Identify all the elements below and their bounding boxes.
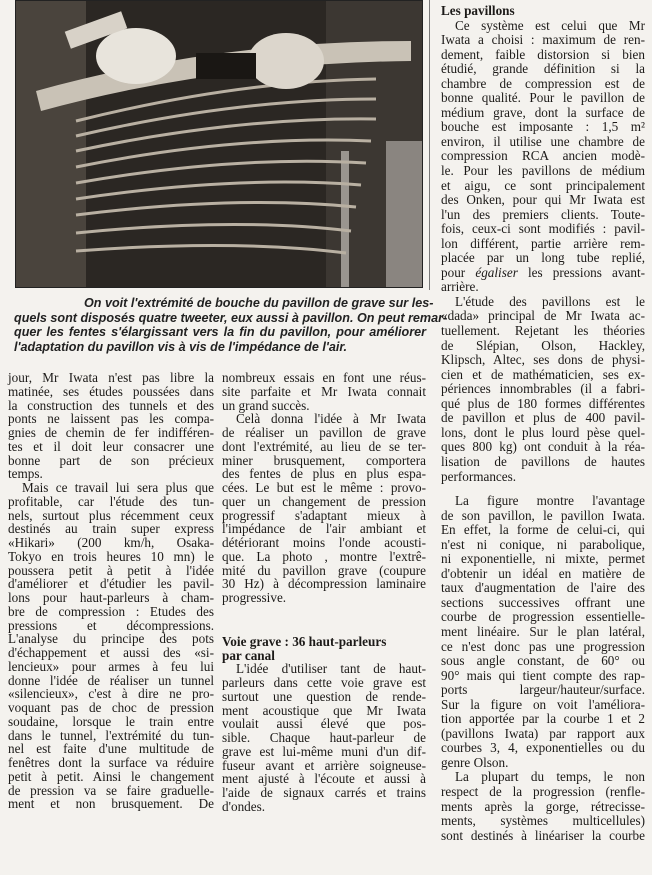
spacer: [222, 615, 426, 625]
text-line: jour, Mr Iwata n'est pas libre la: [8, 370, 214, 385]
text-line: un grand succès.: [222, 397, 310, 413]
text-line: cées. Le but est le même : provo-: [222, 480, 426, 495]
section-heading: [441, 4, 645, 19]
paragraph: [441, 19, 645, 295]
text-line: «dada» principal de Mr Iwata ac-: [441, 308, 645, 324]
text-line: «Hikari» (200 km/h, Osaka-: [8, 535, 214, 550]
text-line: lencieux» pour armes à feu lui: [8, 658, 214, 674]
text-line: courbe de progression essentielle-: [441, 609, 645, 625]
text-line: fois, ceux-ci sont modifiés : pavil-: [441, 221, 645, 237]
text-line: lon différent, partie arrière rem-: [441, 235, 645, 251]
text-line: lons pour haut-parleurs à cham-: [8, 590, 214, 605]
text-line: arrière.: [441, 279, 479, 295]
text-line: courbes 3, 4, exponentielles ou du: [441, 740, 645, 756]
article-column-2: [222, 371, 426, 814]
text-line: ment linéaire. Sur le plan latéral,: [441, 623, 645, 639]
text-line: En effet, la forme de celui-ci, qui: [441, 522, 645, 538]
text-line: dont l'extrémité, au lieu de se ter-: [222, 438, 426, 454]
text-line: environ, il utilise une chambre de: [441, 133, 645, 149]
text-line: des fentes de plus en plus espa-: [222, 466, 426, 482]
text-line: sections successives offrant une: [441, 594, 645, 610]
text-line: le. Pour les pavillons de médium: [441, 163, 645, 179]
text-line: taux d'augmentation de l'aire des: [441, 580, 645, 596]
text-line: par canal: [222, 647, 275, 663]
text-line: ment acoustique que Mr Iwata: [222, 702, 426, 718]
text-line: sous angle constant, de 60° ou: [441, 653, 645, 669]
text-line: d'échappement et aussi des «si-: [8, 645, 214, 660]
text-line: nombreux essais en font une réus-: [222, 370, 426, 385]
text-line: sont destinés à linéariser la courbe: [441, 827, 645, 843]
text-line: poussera petit à petit à l'idée: [8, 562, 214, 578]
text-line: l'un des premiers clients. Toute-: [441, 206, 645, 222]
text-line: qué plus de 180 formes différentes: [441, 395, 645, 411]
text-line: l'aide de signaux carrés et trains: [222, 785, 426, 800]
text-line: dement, faible distorsion si bien: [441, 46, 645, 62]
text-line: Tokyo en trois heures 10 mn) le: [8, 548, 214, 564]
text-line: compression RCA ancien modè-: [441, 148, 645, 164]
text-line: site parfaite et Mr Iwata connait: [222, 383, 426, 399]
text-line: de pavillon et plus de 400 pavil-: [441, 410, 645, 426]
text-line: surtout une question de rende-: [222, 688, 426, 704]
paragraph: [8, 481, 214, 811]
text-line: fuseur avant et arrière soigneuse-: [222, 757, 426, 773]
text-line: de Slépian, Olson, Hackley,: [441, 337, 645, 353]
text-line: que. La photo , montre l'extrê-: [222, 548, 426, 564]
text-line: ponts ne laissent pas les compa-: [8, 411, 214, 427]
text-line: d'améliorer et d'étudier les pavil-: [8, 576, 214, 592]
text-line: profitable, car l'étude des tun-: [8, 493, 214, 509]
text-line: mité du pavillon grave (coupure: [222, 562, 426, 578]
text-line: placée par un long tube replié,: [441, 250, 645, 266]
text-line: Klipsch, Altec, ses dons de physi-: [441, 352, 645, 368]
text-line: la construction des tunnels et des: [8, 397, 214, 413]
text-line: de pression va se faire graduelle-: [8, 782, 214, 798]
text-line: ques 800 kg) ont conduit à la réa-: [441, 439, 645, 455]
text-line: matinée, ses études poussées dans: [8, 383, 214, 399]
text-line: détériorant moins l'onde acousti-: [222, 535, 426, 550]
text-line: Mais ce travail lui sera plus que: [22, 480, 214, 495]
text-line: parleurs dans cette voie grave est: [222, 675, 426, 690]
text-line: voquant pas de choc de pression: [8, 700, 214, 715]
text-line: ports largeur/hauteur/surface.: [441, 682, 645, 698]
text-line: Les pavillons: [441, 3, 515, 18]
text-line: progressif s'adaptant mieux à: [222, 507, 426, 523]
text-line: 90° mais qui tient compte des rap-: [441, 667, 645, 683]
text-line: fenêtres dont la surface va réduire: [8, 755, 214, 770]
column-divider: [429, 0, 430, 290]
paragraph: [222, 412, 426, 605]
text-line: ment et non brusquement. De: [8, 796, 214, 812]
paragraph: [441, 770, 645, 843]
text-line: ce n'est donc pas une progression: [441, 638, 645, 654]
text-line: La figure montre l'avantage: [455, 493, 645, 509]
text-line: périences innombrables (il a fabri-: [441, 381, 645, 397]
spacer: [222, 605, 426, 615]
emphasis: égaliser: [475, 264, 518, 280]
text-line: médium grave, dont la surface de: [441, 104, 645, 120]
section-heading: [222, 635, 426, 663]
text-line: (pavillons Iwata) par rapport aux: [441, 725, 645, 741]
paragraph: [441, 494, 645, 770]
text-line: tuellement. Rejetant les théories: [441, 323, 645, 339]
text-line: destinés au train super express: [8, 521, 214, 537]
paragraph: [222, 371, 426, 412]
text-line: temps.: [8, 466, 43, 482]
text-line: Voie grave : 36 haut-parleurs: [222, 633, 387, 649]
text-line: chambre de compression est de: [441, 75, 645, 91]
text-line: de son pavillon, le pavillon Iwata.: [441, 507, 645, 523]
paragraph: [441, 295, 645, 484]
text-line: dans le tunnel, l'extrémité du tun-: [8, 727, 214, 743]
text-line: d'obtenir un idéal en matière de: [441, 565, 645, 581]
text-line: performances.: [441, 468, 517, 484]
article-photo: [15, 0, 423, 288]
text-line: l'impédance de l'air ambiant et: [222, 521, 426, 537]
text-line: ments, systèmes multicellules): [441, 813, 645, 829]
text-line: soudaine, lorsque le train entre: [8, 713, 214, 729]
text-line: lons, dont le plus lourd pèse quel-: [441, 424, 645, 440]
text-line: donne l'idée de réaliser un tunnel: [8, 672, 214, 688]
caption-line: quels sont disposés quatre tweeter, eux aussi à pavillon. On peut remar-: [14, 310, 448, 325]
text-line: L'idée d'utiliser tant de haut-: [236, 661, 426, 677]
text-line: Ce système est celui que Mr: [455, 17, 645, 33]
text-line: bonne part de son précieux: [8, 452, 214, 468]
text-line: respect de la progression (renfle-: [441, 783, 645, 799]
text-line: pour égaliser les pressions avant-: [441, 264, 645, 280]
photo-caption: [14, 296, 448, 354]
text-line: gnies de chemin de fer indifféren-: [8, 425, 214, 440]
text-line: lisation de pavillons de hautes: [441, 453, 645, 469]
text-line: genre Olson.: [441, 754, 509, 770]
text-line: Celà donna l'idée à Mr Iwata: [236, 411, 426, 427]
text-line: progressive.: [222, 590, 287, 605]
text-line: étudié, grande définition si la: [441, 61, 645, 77]
text-line: bonne qualité. Pour le pavillon de: [441, 90, 645, 106]
text-line: pressions et décompressions.: [8, 617, 214, 633]
text-line: 30 Hz) à décompression laminaire: [222, 576, 426, 592]
paragraph: [8, 371, 214, 481]
text-line: grave est lui-même muni d'un dif-: [222, 743, 426, 759]
text-line: miner brusquement, comportera: [222, 452, 426, 468]
text-line: n'est ni conique, ni parabolique,: [441, 536, 645, 552]
text-line: et aigu, ce sont principalement: [441, 177, 645, 193]
text-line: Sur la figure on voit l'améliora-: [441, 696, 645, 712]
text-line: des Onken, pour qui Mr Iwata est: [441, 192, 645, 208]
text-line: Iwata a choisi : maximum de ren-: [441, 32, 645, 48]
article-column-1: [8, 371, 214, 811]
text-line: petit à petit. Ainsi le changement: [8, 768, 214, 784]
text-line: sible. Chaque haut-parleur de: [222, 730, 426, 745]
text-line: L'analyse du principe des pots: [8, 631, 214, 647]
text-line: nels, surtout plus récemment ceux: [8, 507, 214, 523]
text-line: tion apportée par la courbe 1 et 2: [441, 711, 645, 727]
text-line: cien et de mathématicien, ses ex-: [441, 366, 645, 382]
text-line: nel est faite d'une multitude de: [8, 741, 214, 757]
text-line: «silencieux», c'est à dire ne pro-: [8, 686, 214, 702]
text-line: La plupart du temps, le non: [455, 769, 645, 785]
caption-line: l'adaptation du pavillon vis à vis de l'impédance de l'air.: [14, 339, 348, 354]
text-line: bouche est imposante : 1,5 m²: [441, 119, 645, 135]
article-column-3: [441, 4, 645, 843]
text-line: bre de compression : Etudes des: [8, 603, 214, 619]
text-line: L'étude des pavillons est le: [455, 293, 645, 309]
text-line: ni exponentielle, ni mixte, permet: [441, 551, 645, 567]
text-line: voulait aussi élevé que pos-: [222, 716, 426, 732]
text-line: de réaliser un pavillon de grave: [222, 425, 426, 440]
text-line: tes et il doit leur consacrer une: [8, 438, 214, 454]
caption-line: On voit l'extrémité de bouche du pavillon de grave sur les-: [84, 296, 434, 310]
horn-photo-illustration: [16, 1, 422, 287]
paragraph: [222, 662, 426, 813]
text-line: d'ondes.: [222, 798, 266, 814]
caption-line: quer les fentes s'élargissant vers la fin du pavillon, pour améliorer: [14, 325, 426, 339]
text-line: ments après la gorge, rétrecisse-: [441, 798, 645, 814]
text-line: ment ajusté à l'écoute et aussi à: [222, 771, 426, 787]
text-line: quer un changement de pression: [222, 493, 426, 509]
